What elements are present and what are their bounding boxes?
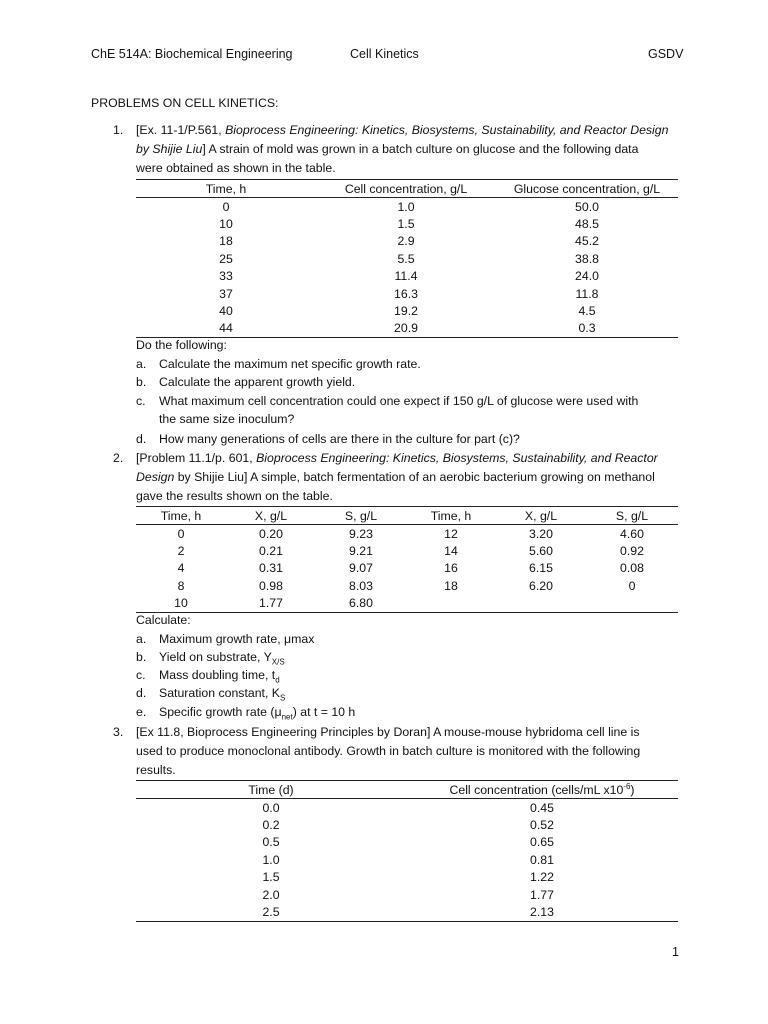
table-1-header: Cell concentration, g/L [316,180,496,198]
item-letter: a. [136,632,147,646]
table-2-cell: 0.98 [259,578,283,593]
header-topic: Cell Kinetics [350,47,419,61]
problem-1-line-1: [Ex. 11-1/P.561, Bioprocess Engineering: Kinetics, Biosystems, Sustainability, and Reactor Design [136,123,669,137]
table-3-cell: 2.5 [136,903,406,921]
table-2-header: Time, h [136,507,226,525]
problem-1-intro: Do the following: [136,338,227,352]
table-1-row [136,302,678,319]
item-letter: c. [136,394,146,408]
table-2-cell: 0 [177,526,185,541]
page-number: 1 [672,945,679,959]
table-1-cell: 24.0 [575,269,599,284]
table-1-cell: 11.8 [575,286,599,301]
item-letter: b. [136,650,147,664]
table-3-row [136,816,678,833]
table-2-row [136,525,678,543]
table-1-cell: 40 [219,304,233,319]
problem-2-number: 2. [113,451,124,465]
table-3-cell: 1.0 [262,852,280,867]
table-1-cell: 11.4 [394,269,418,284]
table-1-cell: 33 [219,269,233,284]
table-3-cell: 1.77 [530,887,554,902]
table-2-header: X, g/L [226,507,316,525]
item-letter: a. [136,357,147,371]
header-course: ChE 514A: Biochemical Engineering [91,47,293,61]
table-2-row [136,542,678,559]
table-2-cell: 0 [628,578,636,593]
problem-1-number: 1. [113,123,124,137]
table-3-row [136,886,678,903]
table-1-cell: 45.2 [575,234,599,249]
table-3-cell: 0.45 [530,800,554,815]
table-2-row [136,577,678,594]
table-1-cell: 0 [222,199,230,214]
table-1-cell: 50.0 [575,199,599,214]
table-1-cell: 1.0 [397,199,415,214]
table-1-cell: 1.5 [397,217,415,232]
table-1-cell: 44 [136,320,316,338]
table-2-cell [496,595,586,613]
table-1-cell: 25 [219,251,233,266]
table-2-cell [406,595,496,613]
item-text: What maximum cell concentration could one expect if 150 g/L of glucose were used with [159,394,639,408]
table-2-cell: 0.31 [259,561,283,576]
item-text: Calculate the apparent growth yield. [159,375,356,389]
section-title: PROBLEMS ON CELL KINETICS: [91,96,279,110]
table-3-row [136,903,678,921]
header-initials: GSDV [648,47,684,61]
table-2-cell: 18 [444,578,458,593]
table-2-cell: 0.20 [259,526,283,541]
table-2-cell: 16 [444,561,458,576]
table-1-cell: 16.3 [394,286,418,301]
problem-2-line-3: gave the results shown on the table. [136,489,333,503]
table-2-cell: 3.20 [529,526,553,541]
table-2-row [136,595,678,613]
table-1-row [136,215,678,232]
table-3-cell: 2.0 [262,887,280,902]
table-2-cell [586,595,678,613]
table-2-cell: 4 [177,561,185,576]
item-text: Mass doubling time, $t_d$ [159,668,280,685]
problem-1-line-3: were obtained as shown in the table. [136,161,336,175]
table-2-header: S, g/L [316,507,406,525]
table-3-cell: 1.22 [530,870,554,885]
table-3-cell: 0.0 [262,800,280,815]
table-2-cell: 0.08 [620,561,644,576]
table-2-cell: 0.21 [259,544,283,559]
table-1-cell: 18 [219,234,233,249]
item-letter: c. [136,668,146,682]
table-1-cell: 37 [219,286,233,301]
table-2-cell: 12 [444,526,458,541]
table-2-cell: 2 [177,544,185,559]
table-1-row [136,233,678,250]
item-text: Calculate the maximum net specific growth rate. [159,357,421,371]
problem-3-number: 3. [113,725,124,739]
table-3-cell: 0.65 [530,835,554,850]
problem-3-line-3: results. [136,763,176,777]
table-2-cell: 6.80 [316,595,406,613]
problem-2-intro: Calculate: [136,613,191,627]
table-1-row [136,198,678,216]
table-3 [136,780,678,922]
table-2-cell: 8 [177,578,185,593]
table-3-header: Time (d) [136,781,406,799]
item-text: How many generations of cells are there in the culture for part (c)? [159,432,520,446]
table-1-cell: 20.9 [316,320,496,338]
table-2-cell: 8.03 [349,578,373,593]
table-3-cell: 1.5 [262,870,280,885]
table-1-cell: 2.9 [397,234,415,249]
item-letter: d. [136,432,147,446]
table-1-cell: 48.5 [575,217,599,232]
table-3-cell: 0.52 [530,818,554,833]
table-2-cell: 1.77 [226,595,316,613]
item-text: Specific growth rate $(\mu_{net})$ at t = 10 h [159,705,356,722]
problem-3-line-2: used to produce monoclonal antibody. Growth in batch culture is monitored with the following [136,744,641,758]
table-1 [136,179,678,338]
table-1-cell: 0.3 [496,320,678,338]
table-2-row [136,560,678,577]
table-2-header: Time, h [406,507,496,525]
item-text: Yield on substrate, $Y_{X/S}$ [159,650,285,667]
table-2-header: S, g/L [586,507,678,525]
table-2 [136,506,678,613]
table-1-row [136,285,678,302]
table-2-cell: 9.21 [349,544,373,559]
item-letter: d. [136,686,147,700]
problem-1-line-2: by Shijie Liu] A strain of mold was grown in a batch culture on glucose and the following data [136,142,639,156]
table-3-row [136,851,678,868]
table-1-cell: 5.5 [397,251,415,266]
table-2-cell: 9.07 [349,561,373,576]
table-1-cell: 19.2 [394,304,418,319]
table-1-row [136,320,678,338]
table-1-cell: 10 [219,217,233,232]
problem-3-line-1: [Ex 11.8, Bioprocess Engineering Principles by Doran] A mouse-mouse hybridoma cell line is [136,725,640,739]
table-3-header: Cell concentration (cells/mL $x10^{-6}$) [406,781,678,799]
table-3-cell: 0.2 [262,818,280,833]
item-text: Maximum growth rate, μmax [159,632,315,646]
table-3-cell: 0.81 [530,852,554,867]
table-2-cell: 14 [444,544,458,559]
table-2-cell: 5.60 [529,544,553,559]
problem-2-line-1: [Problem 11.1/p. 601, Bioprocess Engineering: Kinetics, Biosystems, Sustainability, and Reactor [136,451,658,465]
table-2-cell: 6.15 [529,561,553,576]
table-2-cell: 9.23 [349,526,373,541]
item-text: Saturation constant, $K_S$ [159,686,286,703]
item-text: the same size inoculum? [159,412,295,426]
table-3-row [136,834,678,851]
table-1-cell: 4.5 [578,304,596,319]
table-3-row [136,869,678,886]
problem-2-line-2: Design by Shijie Liu] A simple, batch fermentation of an aerobic bacterium growing on methanol [136,470,655,484]
table-2-cell: 4.60 [620,526,644,541]
table-1-header: Glucose concentration, g/L [496,180,678,198]
table-3-row [136,799,678,817]
table-3-cell: 2.13 [406,903,678,921]
table-1-row [136,268,678,285]
item-letter: e. [136,705,147,719]
table-2-cell: 0.92 [620,544,644,559]
table-2-header: X, g/L [496,507,586,525]
table-1-row [136,250,678,267]
item-letter: b. [136,375,147,389]
table-1-header: Time, h [136,180,316,198]
table-2-cell: 10 [136,595,226,613]
table-2-cell: 6.20 [529,578,553,593]
table-1-cell: 38.8 [575,251,599,266]
table-3-cell: 0.5 [262,835,280,850]
